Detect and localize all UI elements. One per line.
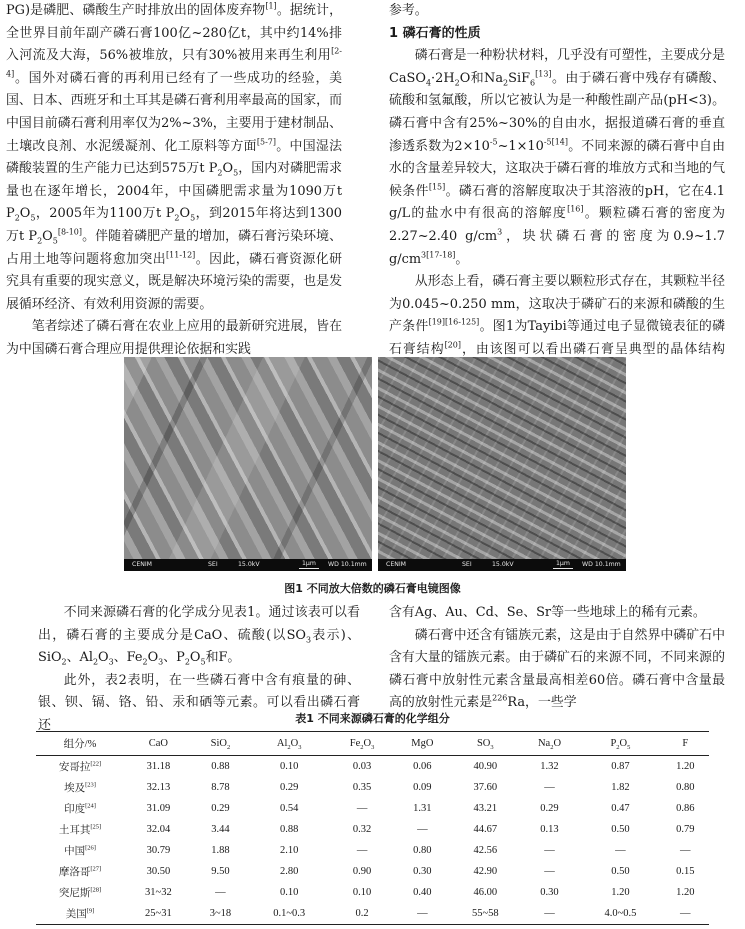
text-run: F bbox=[682, 738, 689, 749]
paragraph bbox=[38, 670, 360, 738]
table-header-cell bbox=[394, 732, 451, 756]
table-cell: 42.90 bbox=[473, 866, 498, 877]
table-cell: 0.15 bbox=[676, 866, 695, 877]
text-run: Na bbox=[537, 738, 551, 749]
table-source-cell bbox=[36, 840, 124, 861]
superscript: [16] bbox=[567, 205, 584, 215]
micrograph-scale-bar: 1μm bbox=[299, 559, 319, 569]
superscript: [13] bbox=[535, 69, 552, 79]
subscript: 3 bbox=[298, 744, 302, 752]
subscript: 2 bbox=[503, 78, 509, 88]
superscript: [28] bbox=[90, 886, 102, 894]
table-row bbox=[36, 798, 709, 819]
text-run: O bbox=[179, 206, 191, 222]
table-header-cell bbox=[36, 732, 124, 756]
table-row bbox=[36, 861, 709, 882]
table-cell: 1.20 bbox=[676, 761, 695, 772]
micrograph-image bbox=[124, 357, 372, 571]
table-cell: — bbox=[544, 866, 555, 877]
subscript: 2 bbox=[14, 213, 20, 223]
text-run: ，块状磷石膏的密度为0.9~1.7 g/cm bbox=[389, 228, 725, 267]
text-run: O bbox=[42, 228, 53, 244]
table-row bbox=[36, 756, 709, 778]
micrograph-lab: CENIM bbox=[386, 561, 407, 568]
superscript: 3 bbox=[497, 227, 503, 237]
text-run: PG)是磷肥、磷酸生产时排放出的固体废弃物 bbox=[6, 3, 266, 18]
table-source-cell bbox=[36, 882, 124, 903]
subscript: 3 bbox=[490, 744, 494, 752]
paragraph bbox=[389, 625, 725, 715]
superscript: [11-12] bbox=[166, 250, 196, 260]
text-run: 摩洛哥 bbox=[58, 867, 91, 878]
superscript: [23] bbox=[85, 781, 96, 789]
table-cell: 0.88 bbox=[280, 824, 299, 835]
subscript: 3 bbox=[371, 744, 375, 752]
subscript: 5 bbox=[200, 657, 206, 667]
table-cell: 40.90 bbox=[473, 761, 498, 772]
superscript: [17-18] bbox=[426, 250, 456, 260]
after-figure-right-paragraphs bbox=[389, 602, 725, 715]
micrograph-info-bar bbox=[378, 559, 626, 571]
table-cell: 31.18 bbox=[146, 761, 171, 772]
table-cell: — bbox=[680, 845, 691, 856]
table-cell: 0.1~0.3 bbox=[273, 908, 306, 919]
table-cell: 0.80 bbox=[413, 845, 432, 856]
text-run: 。中国湿法磷酸装置的生产能力已达到575万t P bbox=[6, 138, 343, 177]
subscript: 2 bbox=[226, 744, 231, 752]
table-cell: — bbox=[680, 908, 691, 919]
table-cell: 8.78 bbox=[211, 782, 230, 793]
table-header-cell bbox=[193, 732, 248, 756]
table-cell: 0.10 bbox=[280, 761, 299, 772]
table-cell: 0.79 bbox=[676, 824, 695, 835]
table-cell: — bbox=[356, 845, 368, 856]
text-run: ，到2015年将达到1300万t P bbox=[6, 206, 342, 244]
subscript: 2 bbox=[142, 657, 148, 667]
table-source-cell bbox=[36, 756, 124, 778]
table-header-row bbox=[36, 732, 709, 756]
subscript: 5 bbox=[190, 213, 196, 223]
text-run: O bbox=[290, 738, 299, 749]
paragraph bbox=[6, 0, 342, 316]
text-run: O bbox=[147, 650, 159, 666]
text-run: 埃及 bbox=[64, 783, 86, 794]
text-run: P bbox=[610, 738, 617, 749]
micrograph-working-distance: WD 10.1mm bbox=[328, 561, 367, 568]
text-run: 中国 bbox=[64, 846, 86, 857]
text-run: 。伴随着磷肥产量的增加，磷石膏污染环境、占用土地等问题将愈加突出 bbox=[6, 228, 342, 267]
text-run: 。不同来源的磷石膏中自由水的含量差异较大，这取决于磷石膏的堆放方式和当地的气候条件 bbox=[389, 138, 726, 199]
micrograph-working-distance: WD 10.1mm bbox=[582, 561, 621, 568]
table-cell: — bbox=[544, 845, 555, 856]
micrograph-mode: SEI bbox=[208, 561, 218, 568]
text-run: 含有Ag、Au、Cd、Se、Sr等一些地球上的稀有元素。 bbox=[389, 605, 706, 620]
text-run: 表示)、SiO bbox=[38, 627, 361, 666]
table-cell: 1.20 bbox=[611, 887, 630, 898]
subscript: 5 bbox=[30, 213, 36, 223]
text-run: ，由该图可以看出磷石膏呈典型的晶体结构 bbox=[460, 341, 726, 357]
text-run: O bbox=[553, 738, 562, 749]
text-run: SiF bbox=[508, 70, 531, 86]
text-run: 印度 bbox=[64, 804, 86, 815]
micrograph-info-bar bbox=[124, 559, 372, 571]
table-cell: 0.30 bbox=[413, 866, 432, 877]
table-cell: 0.29 bbox=[280, 782, 299, 793]
table-header-cell bbox=[248, 732, 330, 756]
table-caption: 表1 不同来源磷石膏的化学组分 bbox=[295, 712, 450, 725]
text-run: 笔者综述了磷石膏在农业上应用的最新研究进展，皆在为中国磷石膏合理应用提供理论依据和实践 bbox=[6, 319, 342, 357]
text-run: 此外，表2表明，在一些磷石膏中含有痕量的砷、银、钡、镉、铬、铅、汞和硒等元素。可以看出磷石膏还 bbox=[38, 672, 360, 733]
paragraph bbox=[38, 602, 360, 670]
text-run: ·2H bbox=[431, 70, 455, 86]
text-run: Ra，一些学 bbox=[507, 695, 577, 711]
table-cell: 1.82 bbox=[611, 782, 630, 793]
text-run: 。国外对磷石膏的再利用已经有了一些成功的经验，美国、日本、西班牙和土耳其是磷石膏利用率最高的国家，而中国目前磷石膏利用率仅为2%~3%，主要用于建材制品、土壤改良剂、水泥缓凝剂、化工原料等方面 bbox=[6, 70, 342, 154]
subscript: 2 bbox=[616, 744, 620, 752]
subscript: 2 bbox=[217, 168, 223, 178]
table-row bbox=[36, 777, 709, 798]
superscript: [22] bbox=[90, 760, 102, 768]
text-run: O bbox=[222, 161, 234, 177]
subscript: 2 bbox=[550, 744, 554, 752]
table-row bbox=[36, 819, 709, 840]
table-cell: — bbox=[356, 803, 368, 814]
subscript: 2 bbox=[37, 236, 43, 246]
text-run: 和F。 bbox=[205, 650, 241, 666]
composition-table bbox=[36, 731, 709, 925]
table-cell: 9.50 bbox=[211, 866, 230, 877]
subscript: 6 bbox=[530, 78, 536, 88]
superscript: [26] bbox=[85, 844, 96, 852]
table-cell: 0.90 bbox=[352, 866, 372, 877]
table-cell: 31~32 bbox=[145, 887, 172, 898]
table-cell: 0.29 bbox=[211, 803, 230, 814]
text-run: O bbox=[363, 738, 372, 749]
superscript: [20] bbox=[444, 340, 461, 350]
right-lead-paragraph bbox=[389, 0, 725, 23]
paragraph bbox=[389, 0, 725, 23]
subscript: 3 bbox=[108, 657, 114, 667]
table-header-cell bbox=[579, 732, 661, 756]
table-source-cell bbox=[36, 819, 124, 840]
text-run: 。据统计，全世界目前年副产磷石膏100亿~280亿t，其中约14%排入河流及大海，56%被堆放，只有30%被用来再生利用 bbox=[6, 3, 343, 64]
text-run: 磷石膏中还含有镭族元素，这是由于自然界中磷矿石中含有大量的镭族元素。由于磷矿石的来源不同，不同来源的磷石膏中放射性元素含量最高相差60倍。磷石膏中含量最高的放射性元素是 bbox=[389, 627, 725, 711]
text-run: ，2005年为1100万t P bbox=[35, 206, 175, 222]
text-run: 、Al bbox=[66, 650, 93, 666]
table-header-cell bbox=[662, 732, 709, 756]
text-run: 安哥拉 bbox=[58, 762, 91, 773]
text-run: O bbox=[189, 650, 201, 666]
figure-caption: 图1 不同放大倍数的磷石膏电镜图像 bbox=[284, 582, 461, 595]
text-run: 。磷石膏的溶解度取决于其溶液的pH，它在4.1 g/L的盐水中有很高的溶解度 bbox=[389, 183, 726, 222]
paragraph bbox=[389, 602, 725, 625]
figure-1 bbox=[0, 357, 745, 597]
table-cell: 1.88 bbox=[211, 845, 230, 856]
paragraph bbox=[6, 316, 342, 361]
text-run: ，国内对磷肥需求量也在逐年增长，2004年，中国磷肥需求量为1090万t P bbox=[6, 161, 342, 222]
text-run: 土耳其 bbox=[58, 825, 91, 836]
table-cell: 55~58 bbox=[471, 908, 499, 919]
table-row bbox=[36, 903, 709, 925]
table-cell: 0.32 bbox=[352, 824, 372, 835]
table-cell: 0.40 bbox=[413, 887, 432, 898]
subscript: 4 bbox=[425, 78, 432, 88]
table-cell: 0.50 bbox=[611, 824, 630, 835]
text-run: 。由于磷石膏中残存有磷酸、硫酸和氢氟酸，所以它被认为是一种酸性副产品(pH<3)。磷石膏中含有25%~30%的自由水，据报道磷石膏的垂直渗透系数为2×10 bbox=[389, 70, 725, 154]
text-run: O bbox=[19, 206, 31, 222]
superscript: [24] bbox=[85, 802, 96, 810]
micrograph-lab: CENIM bbox=[132, 561, 153, 568]
table-cell: 25~31 bbox=[145, 908, 172, 919]
subscript: 2 bbox=[174, 213, 180, 223]
superscript: [5-7] bbox=[256, 137, 276, 147]
table-cell: 3.44 bbox=[211, 824, 230, 835]
text-run: O bbox=[619, 738, 628, 749]
table-cell: — bbox=[544, 782, 555, 793]
text-run: 。 bbox=[455, 251, 469, 267]
table-cell: 1.32 bbox=[540, 761, 559, 772]
table-cell: — bbox=[417, 824, 428, 835]
superscript: 3 bbox=[421, 250, 427, 260]
text-run: CaO bbox=[148, 738, 169, 749]
micrograph-voltage: 15.0kV bbox=[492, 561, 514, 568]
text-run: 。图1为Tayibi等通过电子显微镜表征的磷石膏结构 bbox=[389, 319, 726, 357]
table-cell: 0.88 bbox=[211, 761, 230, 772]
table-header-cell bbox=[124, 732, 193, 756]
subscript: 2 bbox=[360, 744, 364, 752]
text-run: O和Na bbox=[459, 70, 504, 86]
table-cell: — bbox=[544, 908, 555, 919]
left-column bbox=[6, 0, 342, 362]
text-run: SO bbox=[476, 738, 491, 749]
table-cell: 0.13 bbox=[540, 824, 559, 835]
table-row bbox=[36, 882, 709, 903]
text-run: Al bbox=[276, 738, 288, 749]
table-body bbox=[36, 756, 709, 925]
superscript: [14] bbox=[551, 137, 568, 147]
micrograph-scale-bar: 1μm bbox=[553, 559, 573, 569]
superscript: -5 bbox=[543, 137, 552, 147]
table-header-cell bbox=[330, 732, 393, 756]
subscript: 2 bbox=[184, 657, 190, 667]
paragraph bbox=[389, 45, 725, 271]
micrograph-voltage: 15.0kV bbox=[238, 561, 260, 568]
table-source-cell bbox=[36, 777, 124, 798]
table-cell: 0.2 bbox=[355, 908, 369, 919]
left-column-paragraphs bbox=[6, 0, 342, 362]
subscript: 2 bbox=[61, 657, 67, 667]
table-cell: 0.30 bbox=[540, 887, 559, 898]
text-run: 磷石膏是一种粉状材料，几乎没有可塑性，主要成分是CaSO bbox=[389, 48, 725, 86]
table-header-cell bbox=[451, 732, 520, 756]
text-run: 组分/% bbox=[63, 739, 97, 750]
text-run: O bbox=[98, 650, 109, 666]
superscript: [27] bbox=[90, 865, 102, 873]
table-cell: 42.56 bbox=[473, 845, 498, 856]
table-cell: 46.00 bbox=[473, 887, 498, 898]
subscript: 5 bbox=[627, 744, 631, 752]
superscript: 226 bbox=[492, 694, 508, 704]
text-run: 。因此，磷石膏资源化研究具有重要的现实意义，既是解决环境污染的需要，也是发展循环经济、有效利用资源的需要。 bbox=[6, 251, 343, 312]
subscript: 3 bbox=[306, 635, 312, 645]
table-cell: 0.10 bbox=[352, 887, 372, 898]
table-cell: 37.60 bbox=[473, 782, 498, 793]
text-run: 不同来源磷石膏的化学成分见表1。通过该表可以看出，磷石膏的主要成分是CaO、硫酸(以SO bbox=[38, 605, 360, 643]
micrograph-image bbox=[378, 357, 626, 571]
superscript: [1] bbox=[265, 1, 277, 11]
table-cell: 43.21 bbox=[473, 803, 498, 814]
table-cell: 0.09 bbox=[413, 782, 432, 793]
table-cell: 2.80 bbox=[280, 866, 299, 877]
table-header-cell bbox=[520, 732, 580, 756]
table-cell: 1.31 bbox=[413, 803, 432, 814]
text-run: 美国 bbox=[65, 909, 87, 920]
text-run: SiO bbox=[210, 738, 227, 749]
superscript: [15] bbox=[428, 182, 446, 192]
micrograph-mode: SEI bbox=[462, 561, 472, 568]
text-run: 、P bbox=[163, 650, 185, 666]
text-run: 参考。 bbox=[389, 3, 428, 18]
table-cell: 30.50 bbox=[146, 866, 171, 877]
table-row bbox=[36, 840, 709, 861]
superscript: -5 bbox=[489, 137, 498, 147]
table-cell: 4.0~0.5 bbox=[604, 908, 637, 919]
section-heading: 1 磷石膏的性质 bbox=[389, 25, 481, 41]
table-cell: 0.03 bbox=[352, 761, 372, 772]
right-column bbox=[389, 0, 725, 384]
subscript: 2 bbox=[454, 78, 460, 88]
subscript: 5 bbox=[52, 236, 58, 246]
table-cell: 0.10 bbox=[280, 887, 299, 898]
table-cell: 31.09 bbox=[146, 803, 171, 814]
superscript: [9] bbox=[86, 907, 95, 915]
text-run: 。颗粒磷石膏的密度为2.27~2.40 g/cm bbox=[389, 206, 726, 244]
superscript: [2-4] bbox=[6, 46, 342, 79]
superscript: [8-10] bbox=[57, 227, 82, 237]
micrograph-high-magnification bbox=[378, 357, 626, 571]
table-cell: 0.35 bbox=[352, 782, 372, 793]
right-column-paragraphs bbox=[389, 45, 725, 384]
subscript: 3 bbox=[158, 657, 164, 667]
table-cell: 0.54 bbox=[280, 803, 299, 814]
table-cell: 0.06 bbox=[413, 761, 432, 772]
table-cell: 32.13 bbox=[146, 782, 171, 793]
table-cell: 0.50 bbox=[611, 866, 630, 877]
table-cell: — bbox=[615, 845, 626, 856]
table-cell: — bbox=[215, 887, 226, 898]
table-cell: 32.04 bbox=[146, 824, 171, 835]
subscript: 2 bbox=[287, 744, 291, 752]
table-cell: 0.29 bbox=[540, 803, 559, 814]
table-source-cell bbox=[36, 903, 124, 925]
after-figure-right-column bbox=[389, 602, 725, 715]
text-run: Fe bbox=[349, 738, 361, 749]
text-run: ~1×10 bbox=[497, 138, 544, 154]
superscript: [25] bbox=[90, 823, 102, 831]
text-run: 突尼斯 bbox=[58, 888, 91, 899]
superscript: [19][16-125] bbox=[428, 318, 480, 328]
table-cell: 1.20 bbox=[676, 887, 695, 898]
table-cell: 0.47 bbox=[611, 803, 630, 814]
text-run: 从形态上看，磷石膏主要以颗粒形式存在，其颗粒半径为0.045~0.250 mm，这取决于磷矿石的来源和磷酸的生产条件 bbox=[389, 274, 725, 335]
table-cell: 30.79 bbox=[146, 845, 171, 856]
table-cell: 44.67 bbox=[473, 824, 498, 835]
table-cell: 0.87 bbox=[611, 761, 630, 772]
table-cell: 2.10 bbox=[280, 845, 299, 856]
subscript: 5 bbox=[233, 168, 239, 178]
text-run: MgO bbox=[411, 738, 434, 749]
table-cell: 3~18 bbox=[209, 908, 232, 919]
micrograph-low-magnification bbox=[124, 357, 372, 571]
table-cell: — bbox=[417, 908, 428, 919]
text-run: 、Fe bbox=[113, 650, 143, 666]
subscript: 2 bbox=[92, 657, 99, 667]
table-cell: 0.80 bbox=[676, 782, 695, 793]
table-source-cell bbox=[36, 798, 124, 819]
table-source-cell bbox=[36, 861, 124, 882]
table-cell: 0.86 bbox=[676, 803, 695, 814]
